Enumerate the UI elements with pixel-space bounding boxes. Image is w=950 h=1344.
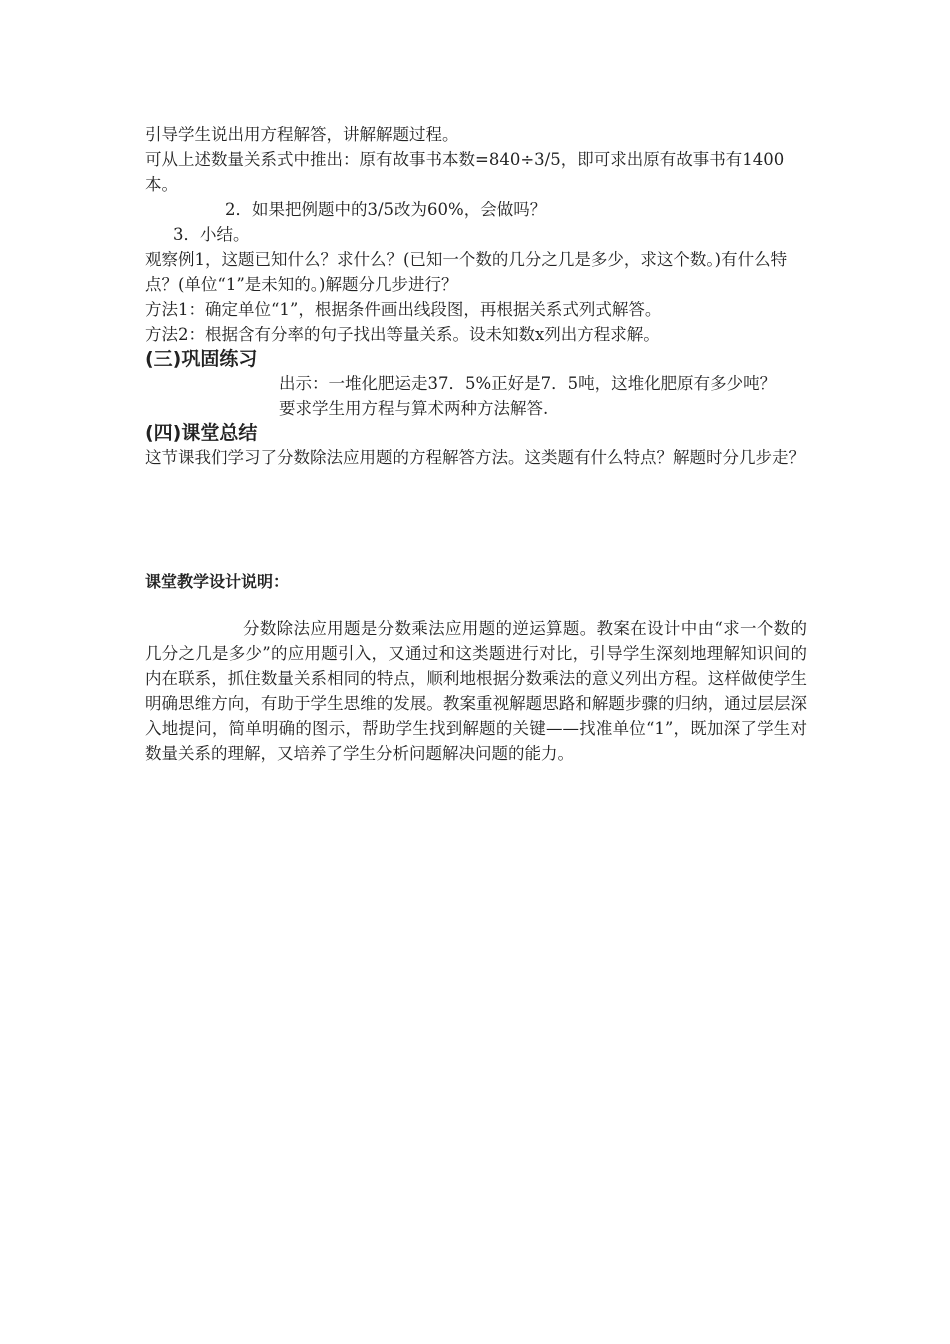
paragraph-guide: 引导学生说出用方程解答，讲解解题过程。 (145, 125, 459, 144)
paragraph-class-summary: 这节课我们学习了分数除法应用题的方程解答方法。这类题有什么特点？解题时分几步走？ (145, 448, 805, 467)
paragraph-exercise: 出示：一堆化肥运走37．5%正好是7．5吨，这堆化肥原有多少吨？ (279, 374, 777, 393)
notes-body: 分数除法应用题是分数乘法应用题的逆运算题。教案在设计中由“求一个数的几分之几是多少”的应用题引入，又通过和这类题进行对比，引导学生深刻地理解知识间的内在联系，抓住数量关系相同的特点，顺利地根据分数乘法的意义列出方程。这样做使学生明确思维方向，有助于学生思维的发展。教案重视解题思路和解题步骤的归纳，通过层层深入地提问，简单明确的图示，帮助学生找到解题的关键——找准单位“1”，既加深了学生对数量关系的理解，又培养了学生分析问题解决问题的能力。 (145, 619, 807, 763)
paragraph-question-2: 2．如果把例题中的3/5改为60%，会做吗？ (225, 200, 547, 219)
paragraph-derivation: 可从上述数量关系式中推出：原有故事书本数=840÷3/5，即可求出原有故事书有1400本。 (145, 150, 785, 194)
paragraph-summary-3: 3．小结。 (173, 225, 250, 244)
paragraph-method-2: 方法2：根据含有分率的句子找出等量关系。设未知数x列出方程求解。 (145, 325, 660, 344)
document-content (145, 122, 807, 766)
paragraph-method-1: 方法1：确定单位“1”，根据条件画出线段图，再根据关系式列式解答。 (145, 300, 662, 319)
notes-title: 课堂教学设计说明： (145, 572, 290, 591)
section-heading-practice: (三)巩固练习 (145, 348, 258, 370)
paragraph-requirement: 要求学生用方程与算术两种方法解答. (279, 399, 549, 418)
paragraph-observe: 观察例1，这题已知什么？求什么？(已知一个数的几分之几是多少，求这个数。)有什么特点？(单位“1”是未知的。)解题分几步进行？ (145, 250, 788, 294)
section-heading-summary: (四)课堂总结 (145, 422, 258, 444)
